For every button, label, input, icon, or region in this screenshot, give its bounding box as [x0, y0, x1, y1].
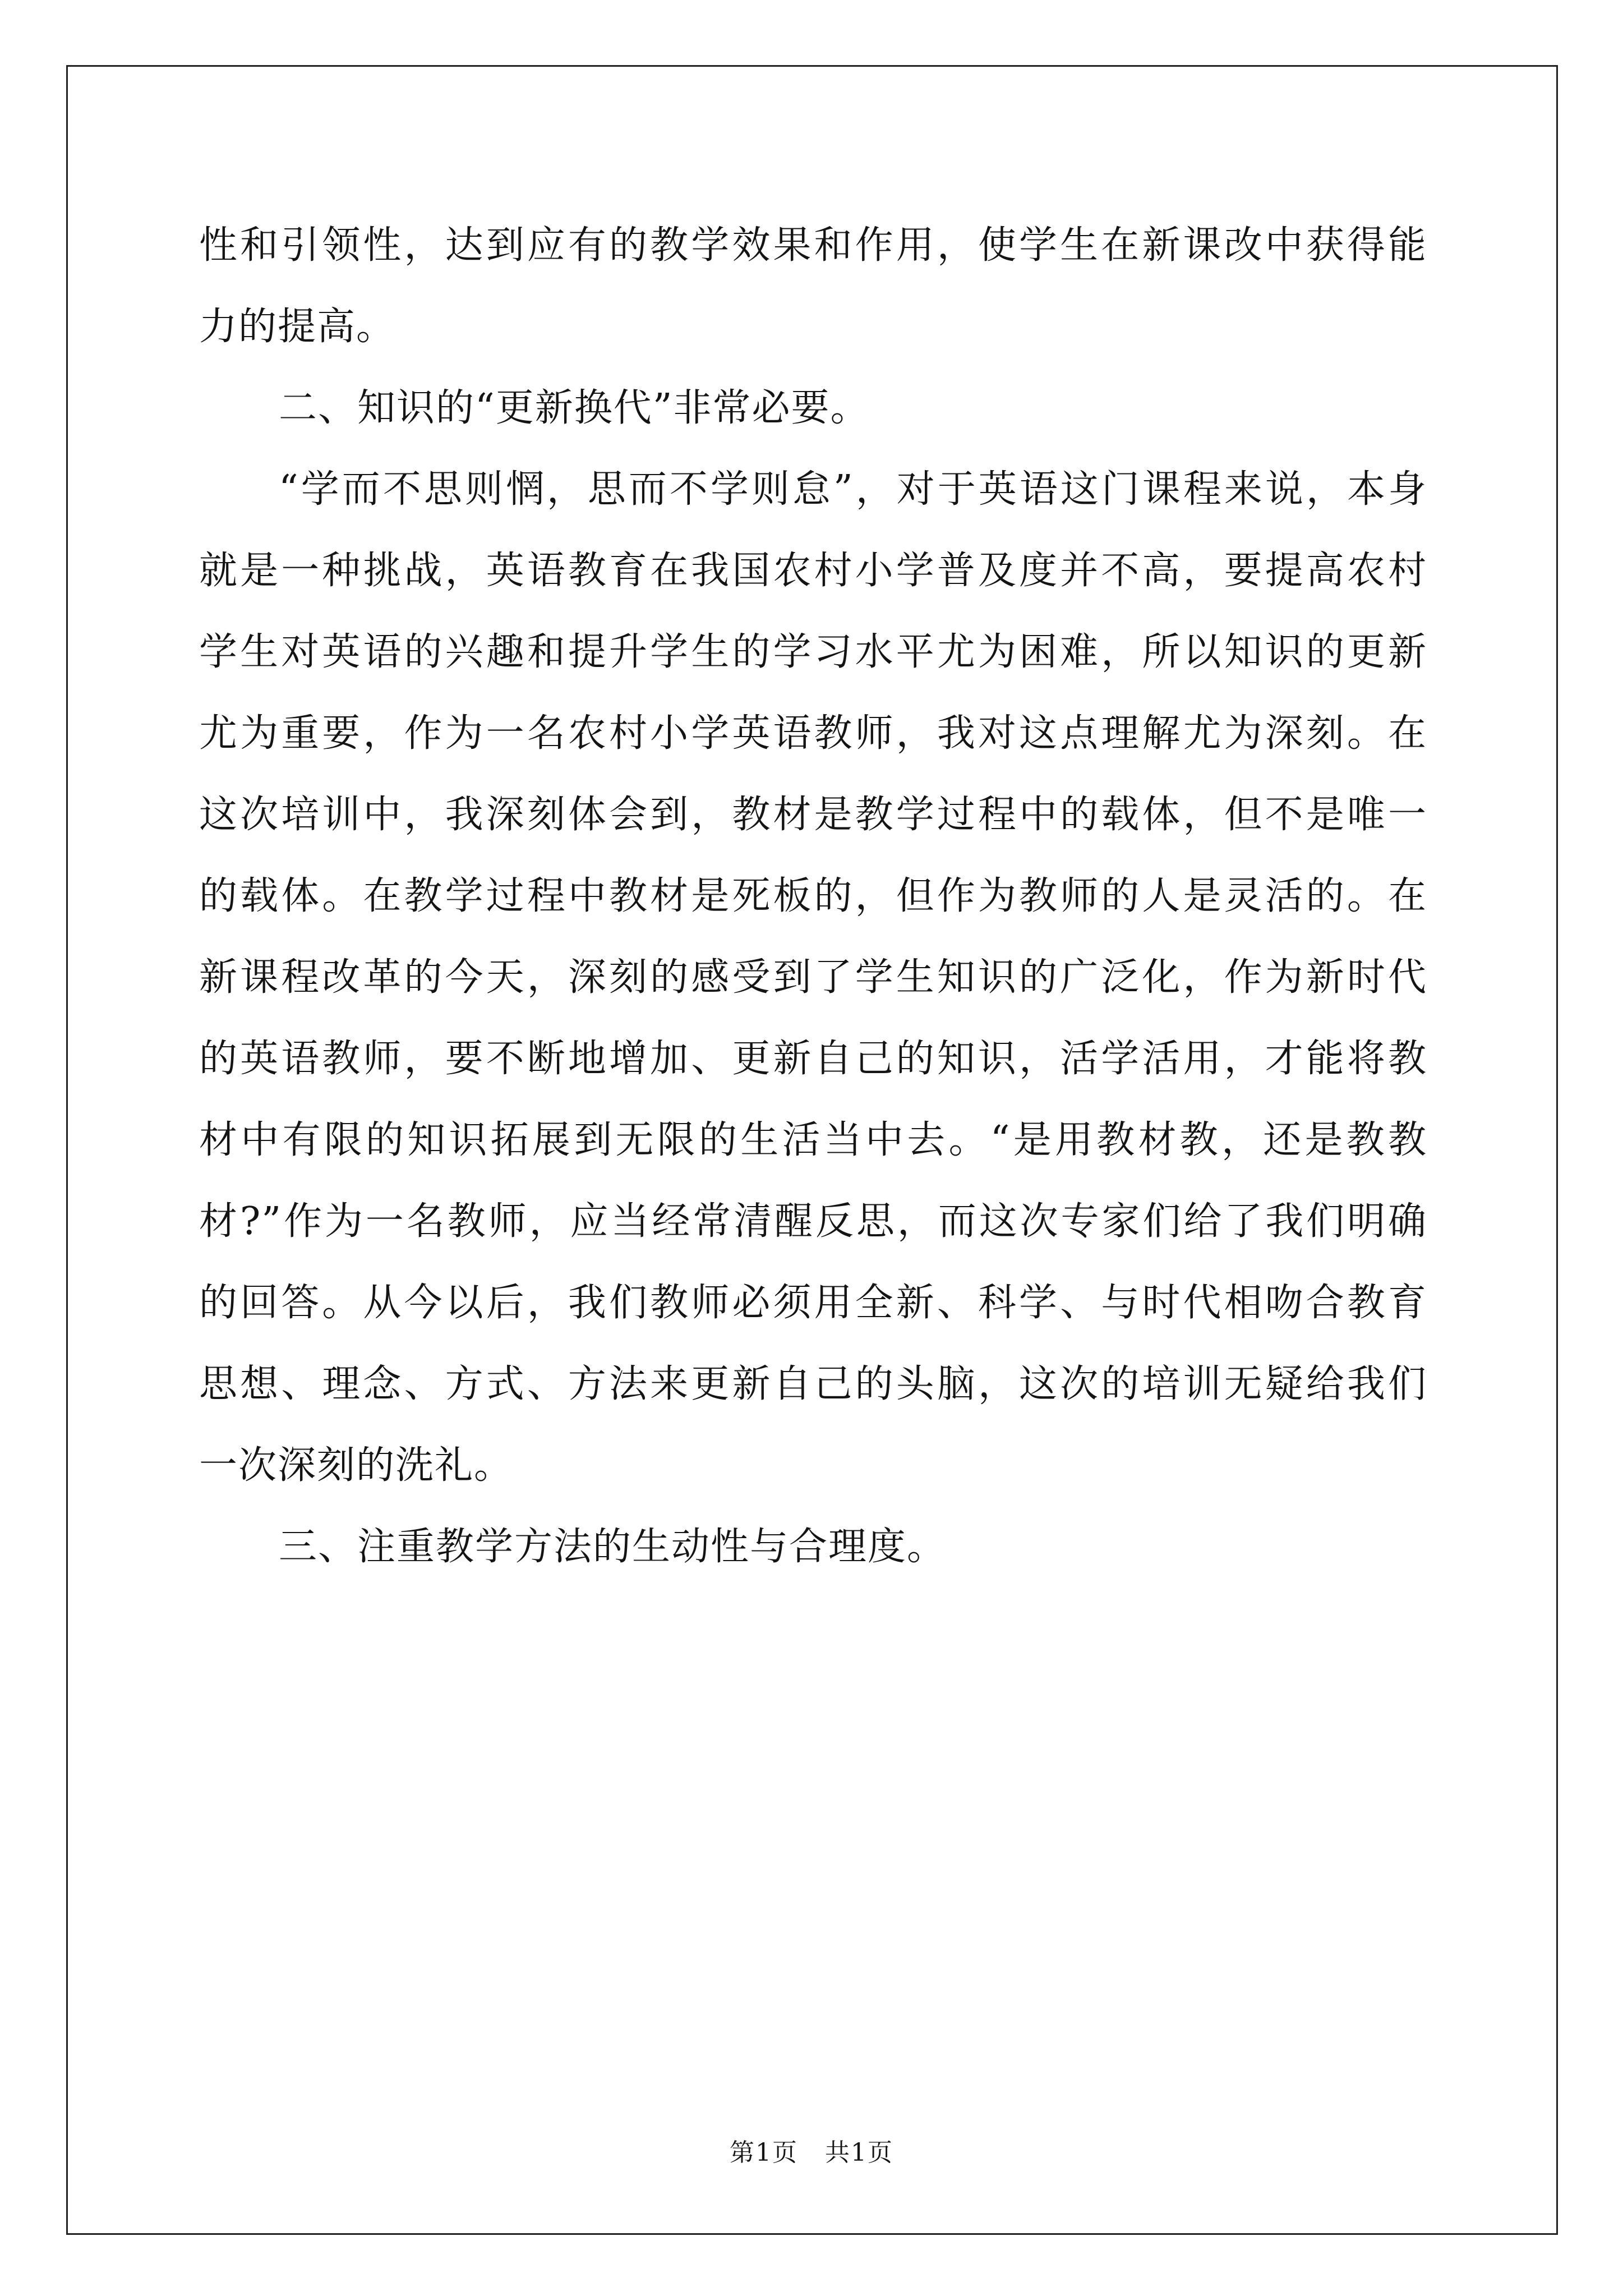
- paragraph-line: 一次深刻的洗礼。: [199, 1443, 514, 1488]
- paragraph-line: 思想、理念、方式、方法来更新自己的头脑，这次的培训无疑给我们: [199, 1362, 1427, 1406]
- paragraph-line: 材?”作为一名教师，应当经常清醒反思，而这次专家们给了我们明确: [199, 1199, 1427, 1244]
- paragraph-line: 的载体。在教学过程中教材是死板的，但作为教师的人是灵活的。在: [199, 874, 1427, 918]
- paragraph-line: 性和引领性，达到应有的教学效果和作用，使学生在新课改中获得能: [199, 223, 1427, 268]
- paragraph-line: 尤为重要，作为一名农村小学英语教师，我对这点理解尤为深刻。在: [199, 711, 1427, 756]
- paragraph-line: 这次培训中，我深刻体会到，教材是教学过程中的载体，但不是唯一: [199, 793, 1427, 837]
- paragraph-line: 力的提高。: [199, 305, 396, 349]
- paragraph-line: 的回答。从今以后，我们教师必须用全新、科学、与时代相吻合教育: [199, 1281, 1427, 1325]
- paragraph-line: 新课程改革的今天，深刻的感受到了学生知识的广泛化，作为新时代: [199, 955, 1427, 1000]
- page-number: 第1页 共1页: [730, 2138, 893, 2167]
- document-body: [199, 205, 1427, 1588]
- paragraph-line: 材中有限的知识拓展到无限的生活当中去。“是用教材教，还是教教: [199, 1118, 1427, 1162]
- paragraph-line: “学而不思则惘，思而不学则怠”，对于英语这门课程来说，本身: [279, 467, 1427, 512]
- section-heading: 三、注重教学方法的生动性与合理度。: [279, 1525, 947, 1569]
- paragraph-line: 就是一种挑战，英语教育在我国农村小学普及度并不高，要提高农村: [199, 549, 1427, 593]
- section-heading: 二、知识的“更新换代”非常必要。: [279, 386, 870, 430]
- paragraph-line: 的英语教师，要不断地增加、更新自己的知识，活学活用，才能将教: [199, 1037, 1427, 1081]
- paragraph-line: 学生对英语的兴趣和提升学生的学习水平尤为困难，所以知识的更新: [199, 630, 1427, 674]
